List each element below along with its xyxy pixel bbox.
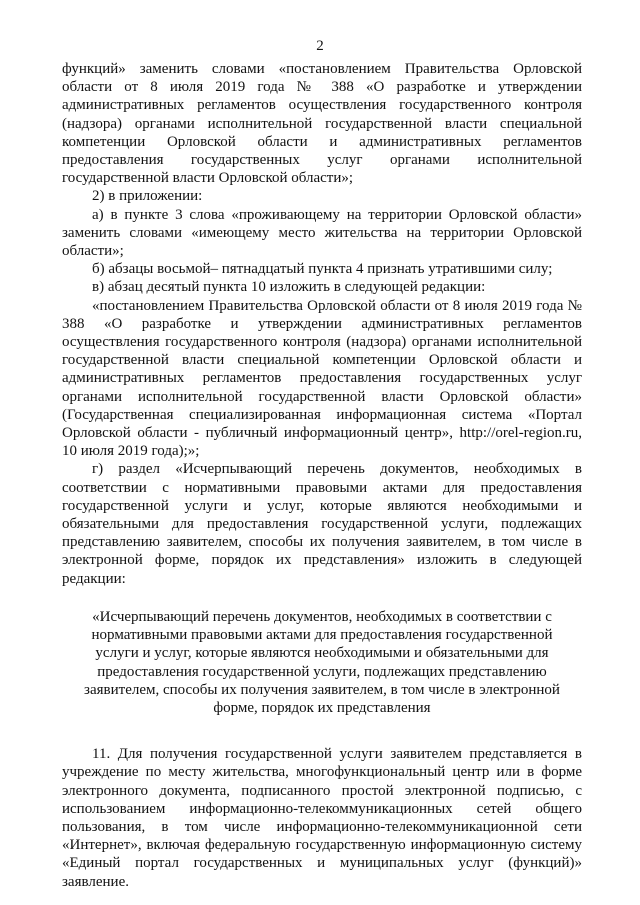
section-heading: «Исчерпывающий перечень документов, необходимых в соответствии с нормативными правовыми актами для предоставления государственной услуги и услуг, которые являются необходимыми и обязательными для предоставления государственной услуги, подлежащих представлению заявителем, способы их получения заявителем, в том числе в электронной форме, порядок их представления bbox=[84, 608, 560, 716]
paragraph-quoted-resolution: «постановлением Правительства Орловской области от 8 июля 2019 года № 388 «О разработке и утверждении административных регламентов осуществления государственного контроля (надзора) органами исполнительной государственной власти специальной компетенции Орловской области и административных регламентов предоставления государственных услуг органами исполнительной государственной власти Орловской области» (Государственная специализированная информационная система «Портал Орловской области - публичный информационный центр», http://orel-region.ru, 10 июля 2019 года);»; bbox=[62, 297, 582, 460]
paragraph-subitem-b: б) абзацы восьмой– пятнадцатый пункта 4 признать утратившими силу; bbox=[92, 261, 553, 278]
document-body bbox=[62, 60, 582, 891]
paragraph-continuation: функций» заменить словами «постановлением Правительства Орловской области от 8 июля 2019 года № 388 «О разработке и утверждении административных регламентов осуществления государственного контроля (надзора) органами исполнительной государственной власти специальной компетенции Орловской области и административных регламентов предоставления государственных услуг органами исполнительной государственной власти Орловской области»; bbox=[62, 61, 582, 187]
paragraph-item-2: 2) в приложении: bbox=[92, 188, 203, 205]
page-number: 2 bbox=[316, 38, 324, 54]
paragraph-subitem-v: в) абзац десятый пункта 10 изложить в следующей редакции: bbox=[92, 279, 486, 296]
paragraph-subitem-g: г) раздел «Исчерпывающий перечень документов, необходимых в соответствии с нормативными правовыми актами для предоставления государственной услуги и услуг, которые являются необходимыми и обязательными для предоставления государственной услуги, подлежащих представлению заявителем, способы их получения заявителем, в том числе в электронной форме, порядок их представления» изложить в следующей редакции: bbox=[62, 461, 582, 587]
paragraph-item-11: 11. Для получения государственной услуги заявителем представляется в учреждение по месту жительства, многофункциональный центр или в форме электронного документа, подписанного простой электронной подписью, с использованием информационно-телекоммуникационных сетей общего пользования, в том числе информационно-телекоммуникационной сети «Интернет», включая федеральную государственную информационную систему «Единый портал государственных и муниципальных услуг (функций)» заявление. bbox=[62, 746, 582, 890]
paragraph-subitem-a: а) в пункте 3 слова «проживающему на территории Орловской области» заменить словами «имеющему место жительства на территории Орловской области»; bbox=[62, 206, 582, 260]
